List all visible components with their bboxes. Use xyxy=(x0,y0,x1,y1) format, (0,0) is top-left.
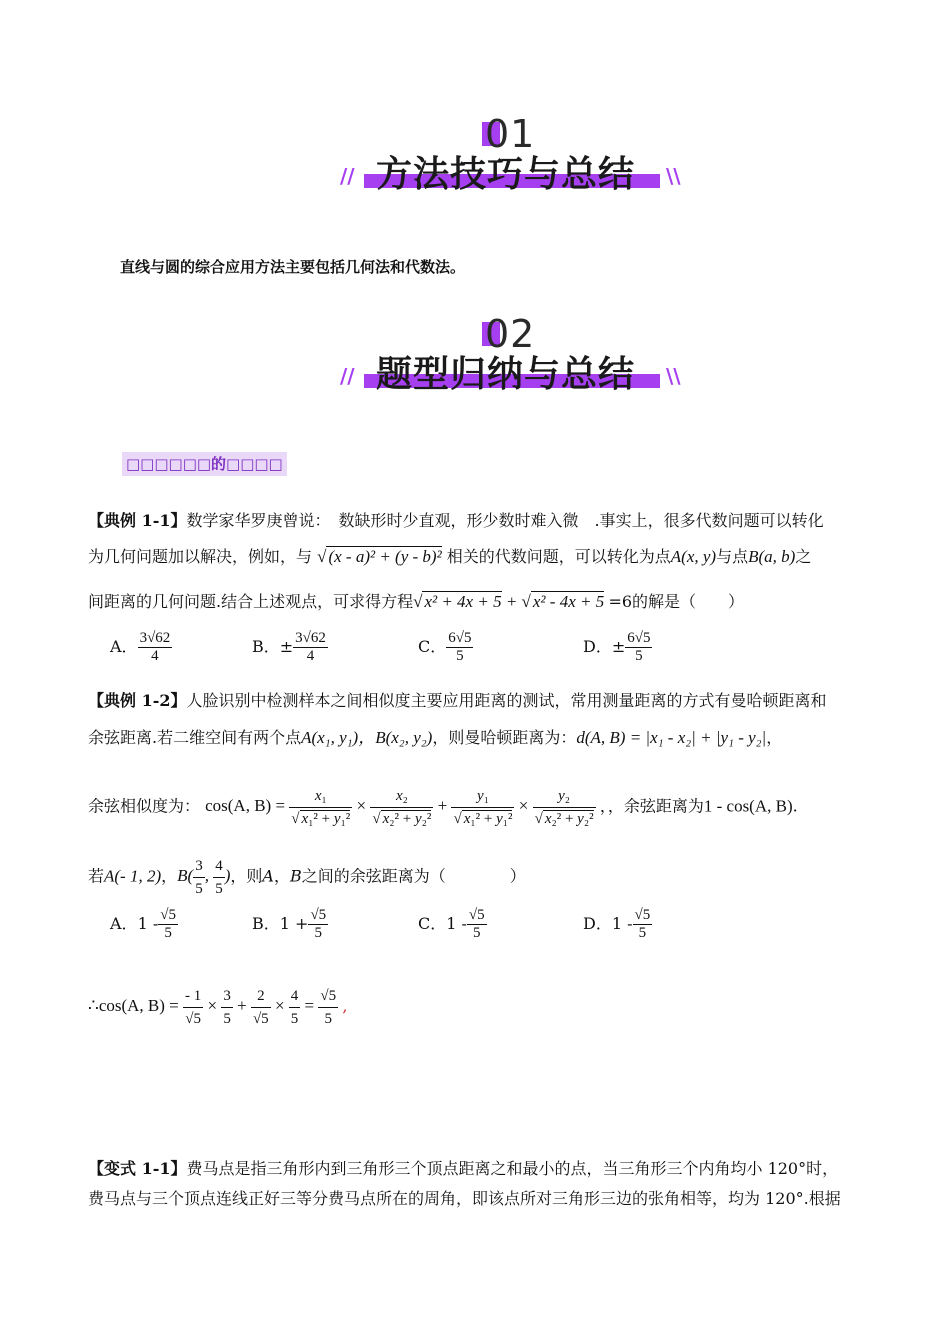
slash-decoration-left: // xyxy=(340,164,355,188)
example-1-1-line1 xyxy=(88,510,824,532)
text: 间距离的几何问题.结合上述观点，可求得方程 xyxy=(88,592,414,611)
variant-1-1-line1 xyxy=(88,1158,838,1180)
example-1-2-line3: 余弦相似度为： cos(A, B) = $\frac{\text{x₁}}{\text{√ x₁² + y₁²}}$ × $\frac{\text{x₂}}{\text{√ x₂² + y₂²}}$ + $\frac{\text{y₁}}{\text{√ x₁² + y₁²}}$ × $\frac{\text{y₂}}{\text{√ x₂² + y₂²}}$ ，，余弦距离为1 - cos(A, B). xyxy=(88,785,798,830)
section-title: 方法技巧与总结 xyxy=(376,154,636,195)
text: 与点 xyxy=(716,547,749,566)
example-label: 【典例 1-1】 xyxy=(88,511,187,530)
example-text: 数学家华罗庚曾说： 数缺形时少直观，形少数时难入微 .事实上，很多代数问题可以转化 xyxy=(186,511,824,530)
variant-1-1-line2 xyxy=(88,1188,841,1210)
section-title: 题型归纳与总结 xyxy=(376,354,636,395)
option-b[interactable]: B．1 + $\frac{√5}{5}$ xyxy=(252,907,327,941)
section-number: 02 xyxy=(485,312,536,356)
text: =6的解是（ ） xyxy=(608,592,745,611)
cosine-formula: cos(A, B) = $\frac{\text{x₁}}{\text{√ x₁² + y₁²}}$ × $\frac{\text{x₂}}{\text{√ x₂² + y₂²}}$ + $\frac{\text{y₁}}{\text{√ x₁² + y₁²}}$ × $\frac{\text{y₂}}{\text{√ x₂² + y₂²}}$ xyxy=(205,796,600,815)
section-banner-01 xyxy=(340,112,680,222)
formula-sqrt: √ (x - a)² + (y - b)² xyxy=(317,547,442,566)
slash-decoration-right: \\ xyxy=(666,364,681,388)
topic-subtitle: □□□□□□的□□□□ xyxy=(122,452,287,476)
text: 之 xyxy=(795,547,812,566)
section-banner-02 xyxy=(340,312,680,422)
option-a[interactable]: A． $\frac{3√62}{4}$ xyxy=(110,630,171,664)
option-d[interactable]: D．± $\frac{6√5}{5}$ xyxy=(583,630,651,664)
option-a[interactable]: A．1 - $\frac{√5}{5}$ xyxy=(110,907,176,941)
manhattan-formula: d(A, B) = |x₁ - x₂| + |y₁ - y₂| xyxy=(576,728,767,747)
solution-line: ∴cos(A, B) = $\frac{- 1}{√5}$ × $\frac{3}{5}$ + $\frac{2}{√5}$ × $\frac{4}{5}$ = $\frac{√5}{5}$ , xyxy=(88,985,347,1030)
point-a: A(x, y) xyxy=(670,547,717,566)
example-1-1-line2 xyxy=(88,546,811,568)
example-label: 【典例 1-2】 xyxy=(88,691,187,710)
slash-decoration-right: \\ xyxy=(666,164,681,188)
text: 人脸识别中检测样本之间相似度主要应用距离的测试，常用测量距离的方式有曼哈顿距离和 xyxy=(186,691,827,710)
variant-label: 【变式 1-1】 xyxy=(88,1159,187,1178)
text: ，余弦距离为 xyxy=(607,796,704,816)
option-d[interactable]: D．1 - $\frac{√5}{5}$ xyxy=(583,907,651,941)
text: ，则 xyxy=(230,866,263,886)
text: 费马点与三个顶点连线正好三等分费马点所在的周角，即该点所对三角形三边的张角相等，均为 120°.根据 xyxy=(88,1189,841,1208)
text: 余弦相似度为： xyxy=(88,796,201,816)
text: ，则曼哈顿距离为： xyxy=(432,728,577,747)
cosine-distance: 1 - cos(A, B) xyxy=(703,796,793,816)
equation: √ x² + 4x + 5 + √ x² - 4x + 5 xyxy=(413,592,605,611)
point-a-value: A(- 1, 2) xyxy=(104,866,162,886)
text: 之间的余弦距离为（ ） xyxy=(301,866,526,886)
text: 余弦距离.若二维空间有两个点 xyxy=(88,728,302,747)
slash-decoration-left: // xyxy=(340,364,355,388)
example-1-2-line4: 若A(- 1, 2)，B( $\frac{3}{5}$ , $\frac{4}{5}$ )，则A，B之间的余弦距离为（ ） xyxy=(88,855,526,900)
option-c[interactable]: C． $\frac{6√5}{5}$ xyxy=(418,630,472,664)
points: A(x₁, y₁)，B(x₂, y₂) xyxy=(301,728,433,747)
option-b[interactable]: B．± $\frac{3√62}{4}$ xyxy=(252,630,326,664)
text: 相关的代数问题，可以转化为点 xyxy=(446,547,671,566)
example-1-1-line3 xyxy=(88,591,744,613)
point-b-value: B( $\frac{3}{5}$ , $\frac{4}{5}$ ) xyxy=(177,866,230,885)
example-1-2-line2: 余弦距离.若二维空间有两个点A(x₁, y₁)，B(x₂, y₂)，则曼哈顿距离为：d(A, B) = |x₁ - x₂| + |y₁ - y₂|， xyxy=(88,728,783,747)
solution-formula: ∴cos(A, B) = $\frac{- 1}{√5}$ × $\frac{3}{5}$ + $\frac{2}{√5}$ × $\frac{4}{5}$ = $\frac{√5}{5}$ xyxy=(88,996,342,1015)
text: 若 xyxy=(88,866,105,886)
point-b: B(a, b) xyxy=(748,547,796,566)
intro-text: 直线与圆的综合应用方法主要包括几何法和代数法。 xyxy=(120,258,466,276)
option-c[interactable]: C．1 - $\frac{√5}{5}$ xyxy=(418,907,485,941)
text: 费马点是指三角形内到三角形三个顶点距离之和最小的点，当三角形三个内角均小 120°时， xyxy=(186,1159,839,1178)
section-number: 01 xyxy=(485,112,536,156)
example-1-2-line1 xyxy=(88,690,827,712)
text: 为几何问题加以解决，例如，与 xyxy=(88,547,313,566)
